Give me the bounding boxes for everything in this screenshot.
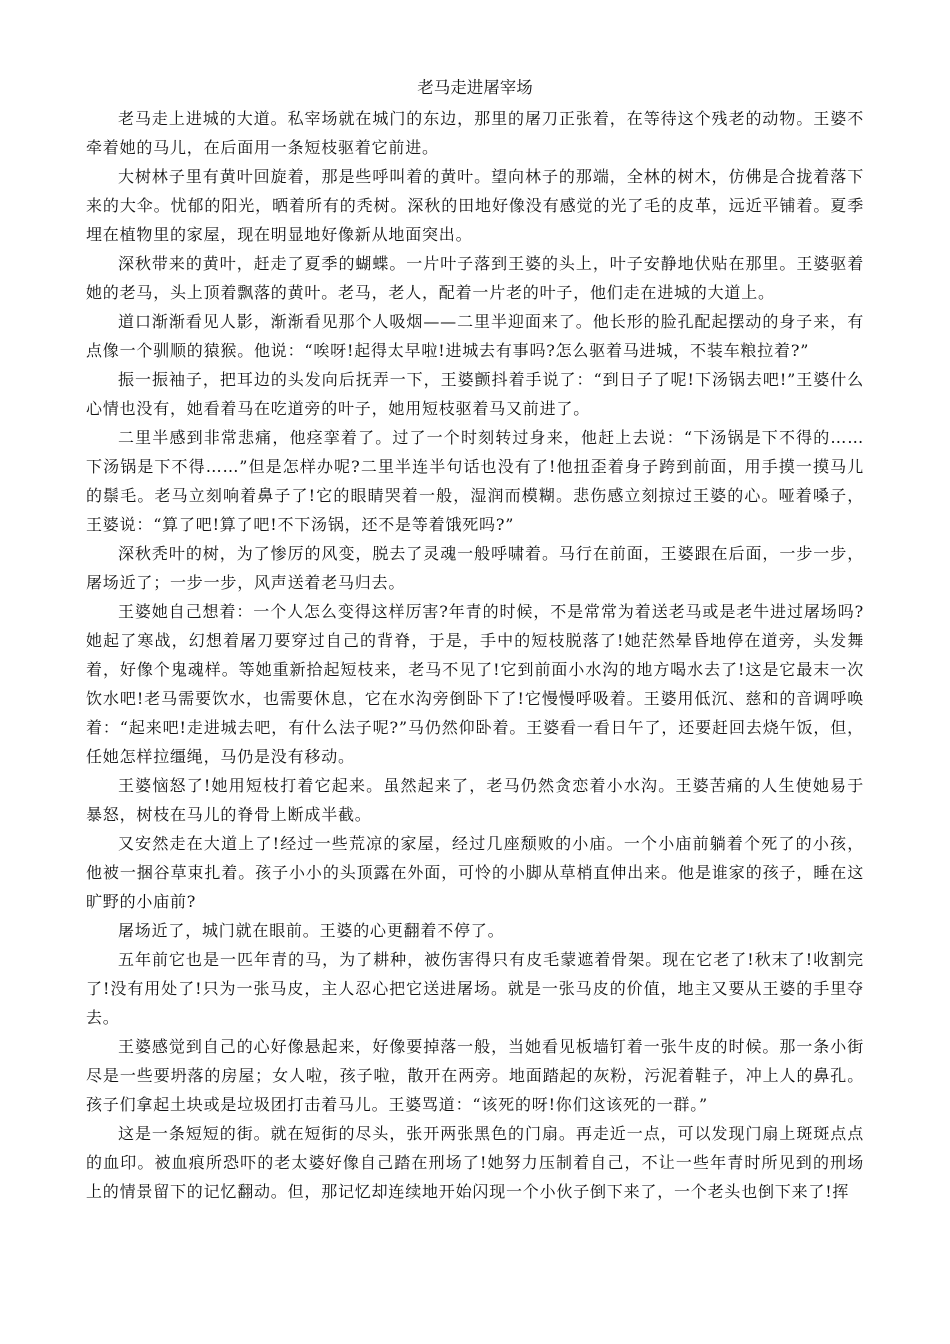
paragraph: 二里半感到非常悲痛，他痉挛着了。过了一个时刻转过身来，他赶上去说：“下汤锅是下不得的……下汤锅是下不得……”但是怎样办呢?二里半连半句话也没有了!他扭歪着身子跨到前面，用手摸一摸马儿的鬃毛。老马立刻响着鼻子了!它的眼睛哭着一般，湿润而模糊。悲伤感立刻掠过王婆的心。哑着嗓子，王婆说：“算了吧!算了吧!不下汤锅，还不是等着饿死吗?” [86,428,864,534]
paragraph: 五年前它也是一匹年青的马，为了耕种，被伤害得只有皮毛蒙遮着骨架。现在它老了!秋末了!收割完了!没有用处了!只为一张马皮，主人忍心把它送进屠场。就是一张马皮的价值，地主又要从王婆的手里夺去。 [86,950,864,1027]
paragraph: 道口渐渐看见人影，渐渐看见那个人吸烟——二里半迎面来了。他长形的脸孔配起摆动的身子来，有点像一个驯顺的猿猴。他说：“唉呀!起得太早啦!进城去有事吗?怎么驱着马进城，不装车粮拉着?” [86,312,864,360]
paragraph: 王婆感觉到自己的心好像悬起来，好像要掉落一般，当她看见板墙钉着一张牛皮的时候。那一条小街尽是一些要坍落的房屋；女人啦，孩子啦，散开在两旁。地面踏起的灰粉，污泥着鞋子，冲上人的鼻孔。孩子们拿起土块或是垃圾团打击着马儿。王婆骂道：“该死的呀!你们这该死的一群。” [86,1037,864,1114]
paragraph: 屠场近了，城门就在眼前。王婆的心更翻着不停了。 [118,921,505,940]
paragraph: 这是一条短短的街。就在短街的尽头，张开两张黑色的门扇。再走近一点，可以发现门扇上斑斑点点的血印。被血痕所恐吓的老太婆好像自己踏在刑场了!她努力压制着自己，不让一些年青时所见到的刑场上的情景留下的记忆翻动。但，那记忆却连续地开始闪现一个小伙子倒下来了，一个老头也倒下来了!挥 [86,1124,864,1201]
paragraph: 深秋秃叶的树，为了惨厉的风变，脱去了灵魂一般呼啸着。马行在前面，王婆跟在后面，一步一步，屠场近了；一步一步，风声送着老马归去。 [86,544,864,592]
paragraph: 王婆她自己想着：一个人怎么变得这样厉害?年青的时候，不是常常为着送老马或是老牛进过屠场吗?她起了寒战，幻想着屠刀要穿过自己的背脊，于是，手中的短枝脱落了!她茫然晕昏地停在道旁，头发舞着，好像个鬼魂样。等她重新拾起短枝来，老马不见了!它到前面小水沟的地方喝水去了!这是它最末一次饮水吧!老马需要饮水，也需要休息，它在水沟旁倒卧下了!它慢慢呼吸着。王婆用低沉、慈和的音调呼唤着：“起来吧!走进城去吧，有什么法子呢?”马仍然仰卧着。王婆看一看日午了，还要赶回去烧午饭，但，任她怎样拉缰绳，马仍是没有移动。 [86,602,864,766]
paragraph: 又安然走在大道上了!经过一些荒凉的家屋，经过几座颓败的小庙。一个小庙前躺着个死了的小孩，他被一捆谷草束扎着。孩子小小的头顶露在外面，可怜的小脚从草梢直伸出来。他是谁家的孩子，睡在这旷野的小庙前? [86,834,864,911]
paragraph: 王婆恼怒了!她用短枝打着它起来。虽然起来了，老马仍然贪恋着小水沟。王婆苦痛的人生使她易于暴怒，树枝在马儿的脊骨上断成半截。 [86,776,864,824]
document-page [86,74,864,1206]
paragraph: 大树林子里有黄叶回旋着，那是些呼叫着的黄叶。望向林子的那端，全林的树木，仿佛是合拢着落下来的大伞。忧郁的阳光，晒着所有的秃树。深秋的田地好像没有感觉的光了毛的皮革，远近平铺着。夏季埋在植物里的家屋，现在明显地好像新从地面突出。 [86,167,864,244]
paragraph: 深秋带来的黄叶，赶走了夏季的蝴蝶。一片叶子落到王婆的头上，叶子安静地伏贴在那里。王婆驱着她的老马，头上顶着飘落的黄叶。老马，老人，配着一片老的叶子，他们走在进城的大道上。 [86,254,864,302]
paragraph: 振一振袖子，把耳边的头发向后抚弄一下，王婆颤抖着手说了：“到日子了呢!下汤锅去吧!”王婆什么心情也没有，她看着马在吃道旁的叶子，她用短枝驱着马又前进了。 [86,370,864,418]
paragraph: 老马走上进城的大道。私宰场就在城门的东边，那里的屠刀正张着，在等待这个残老的动物。王婆不牵着她的马儿，在后面用一条短枝驱着它前进。 [86,109,864,157]
document-title: 老马走进屠宰场 [417,78,533,97]
